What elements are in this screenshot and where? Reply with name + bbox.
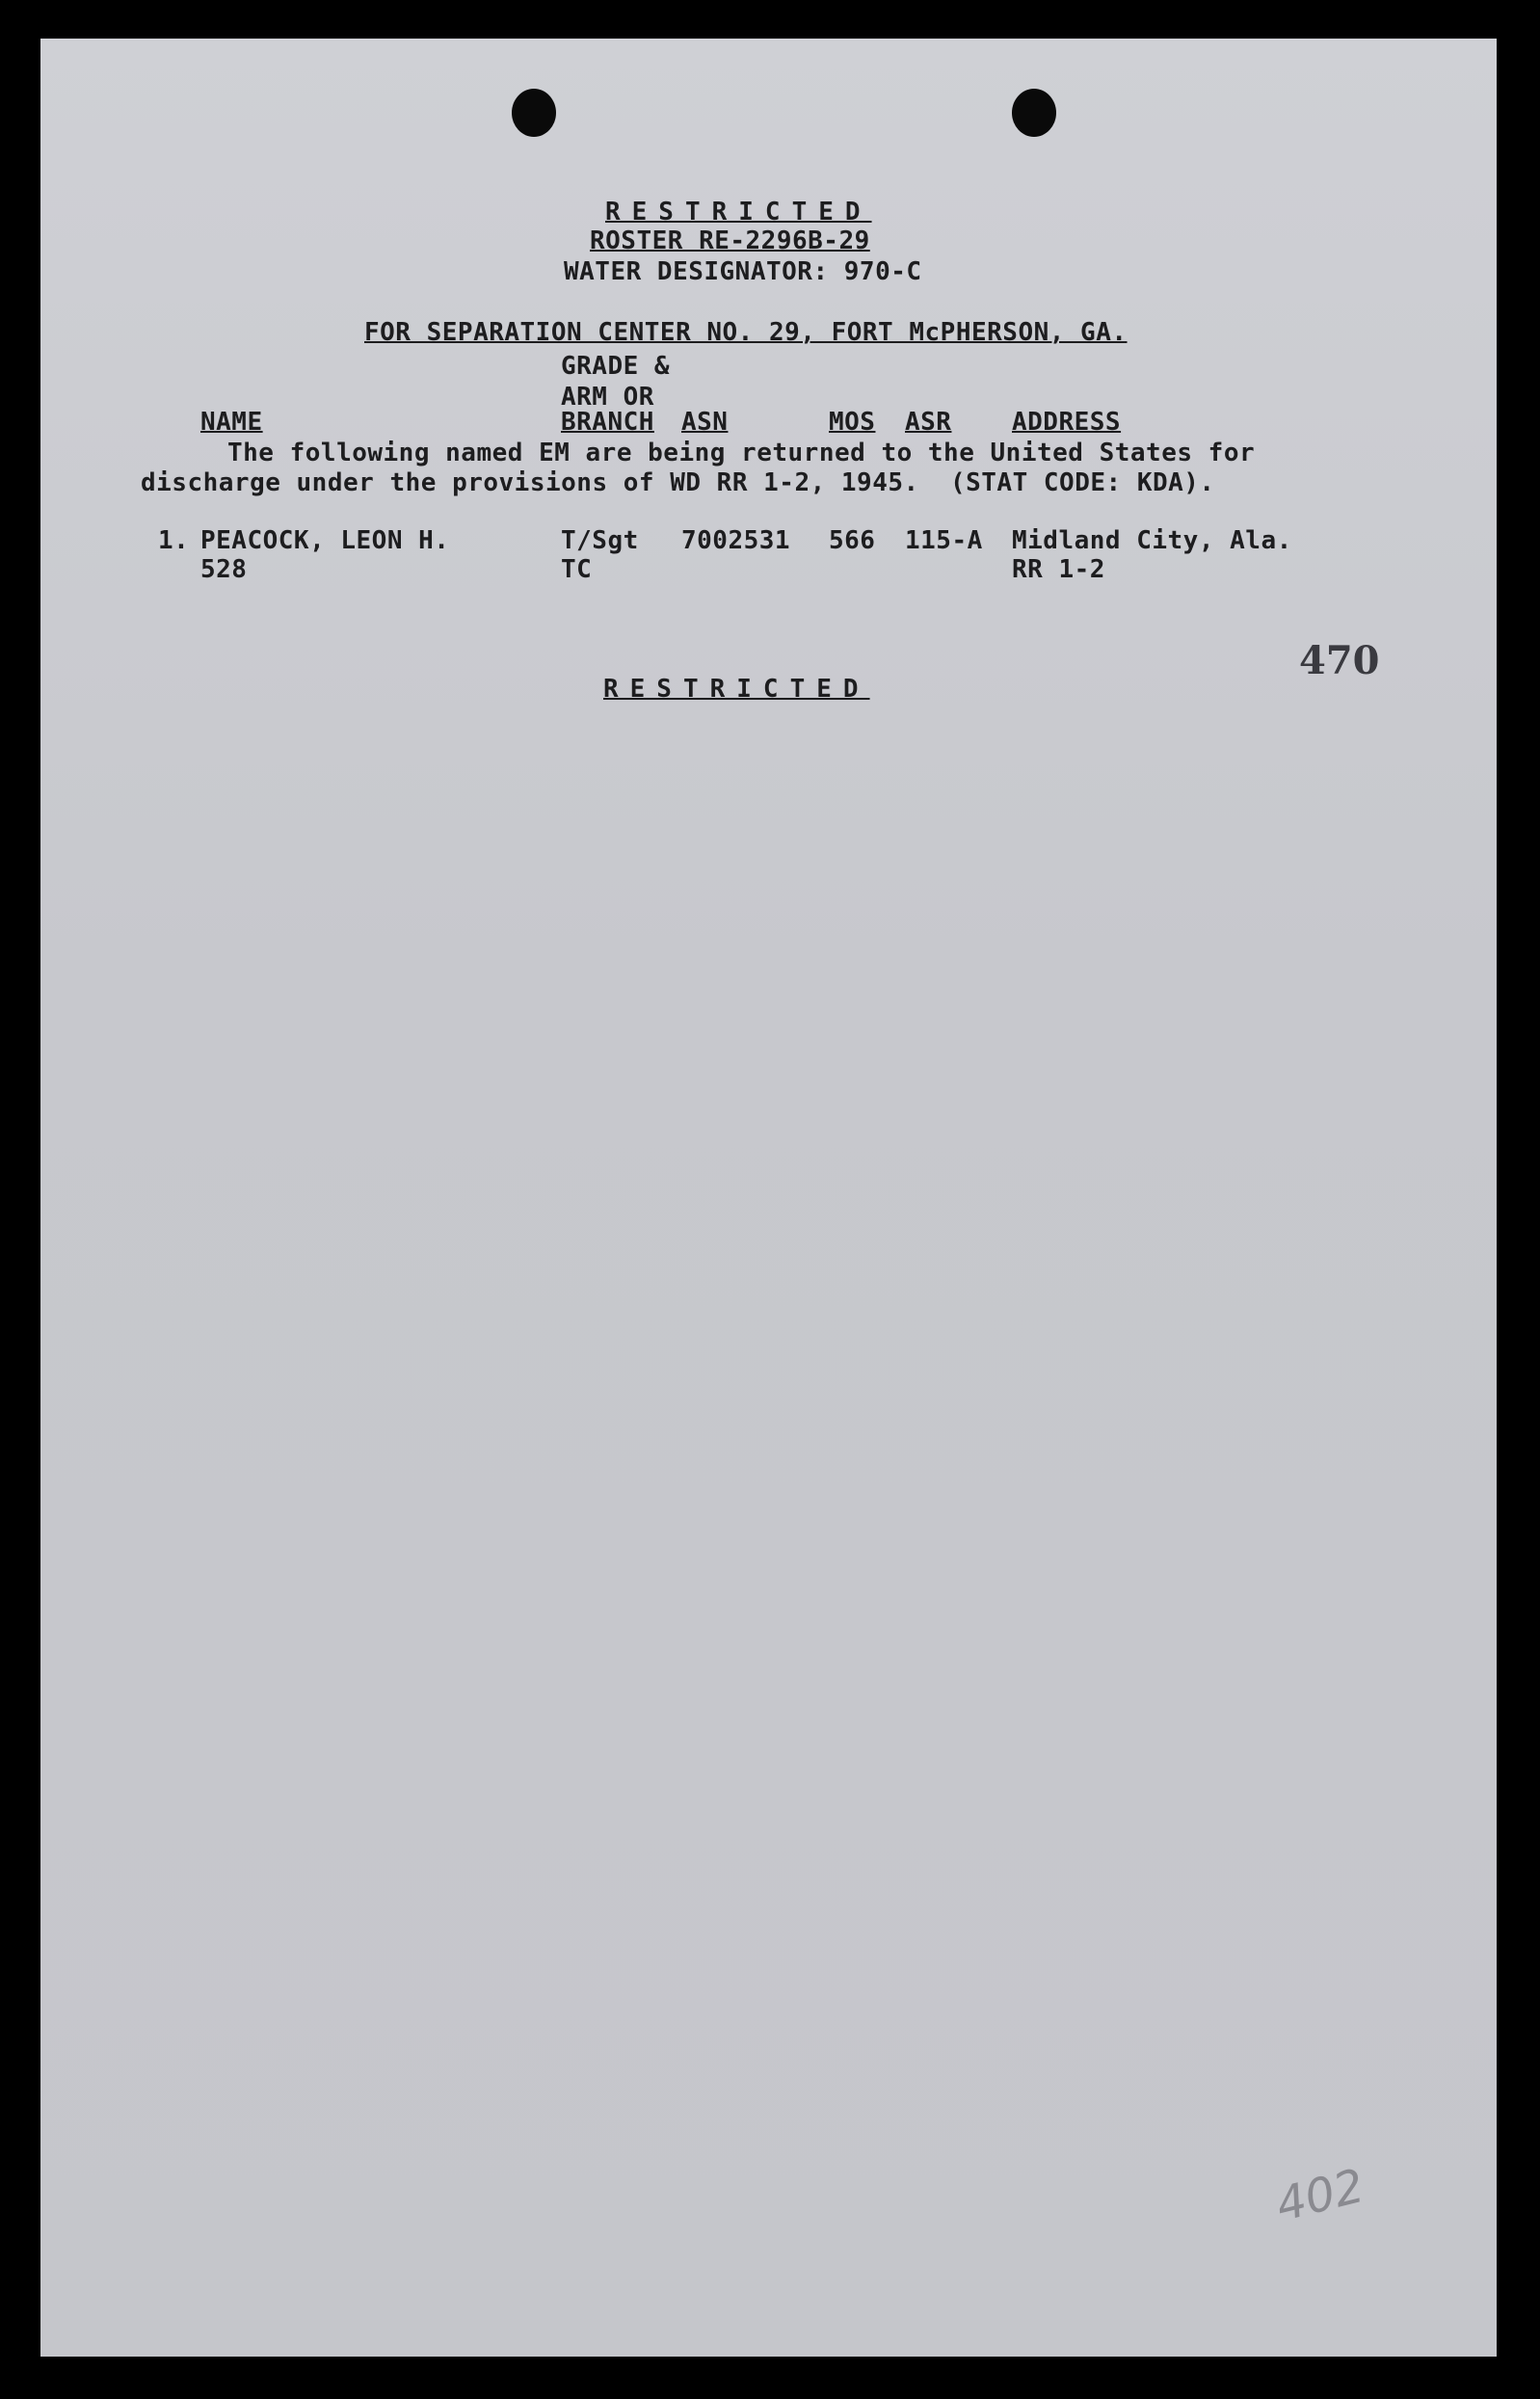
column-address: ADDRESS — [1012, 408, 1122, 437]
handwritten-number: 402 — [1270, 2158, 1370, 2233]
column-mos: MOS — [829, 408, 876, 437]
entry-sub-number: 528 — [200, 555, 248, 584]
header-classification: RESTRICTED — [605, 198, 872, 227]
entry-address-line2: RR 1-2 — [1012, 555, 1105, 584]
entry-address-line1: Midland City, Ala. — [1012, 526, 1292, 555]
column-name: NAME — [200, 408, 263, 437]
destination-heading: FOR SEPARATION CENTER NO. 29, FORT McPHERSON, GA. — [364, 318, 1128, 347]
entry-number: 1. — [158, 526, 190, 555]
column-branch: BRANCH — [561, 408, 654, 437]
intro-line-2: discharge under the provisions of WD RR 1-2, 1945. (STAT CODE: KDA). — [141, 468, 1215, 497]
column-asr: ASR — [905, 408, 952, 437]
entry-name: PEACOCK, LEON H. — [200, 526, 450, 555]
entry-asn: 7002531 — [681, 526, 791, 555]
water-designator: WATER DESIGNATOR: 970-C — [564, 257, 922, 286]
intro-line-1: The following named EM are being returned to the United States for — [227, 439, 1256, 467]
entry-grade: T/Sgt — [561, 526, 639, 555]
punch-hole-left — [512, 89, 556, 137]
column-grade-line1: GRADE & — [561, 352, 671, 381]
footer-classification: RESTRICTED — [603, 675, 870, 704]
roster-number: ROSTER RE-2296B-29 — [590, 227, 870, 255]
entry-asr: 115-A — [905, 526, 983, 555]
entry-branch: TC — [561, 555, 593, 584]
entry-mos: 566 — [829, 526, 876, 555]
document-page — [40, 39, 1497, 2357]
stamp-number: 470 — [1299, 638, 1380, 683]
column-grade-line2: ARM OR — [561, 383, 654, 412]
column-asn: ASN — [681, 408, 729, 437]
punch-hole-right — [1012, 89, 1056, 137]
